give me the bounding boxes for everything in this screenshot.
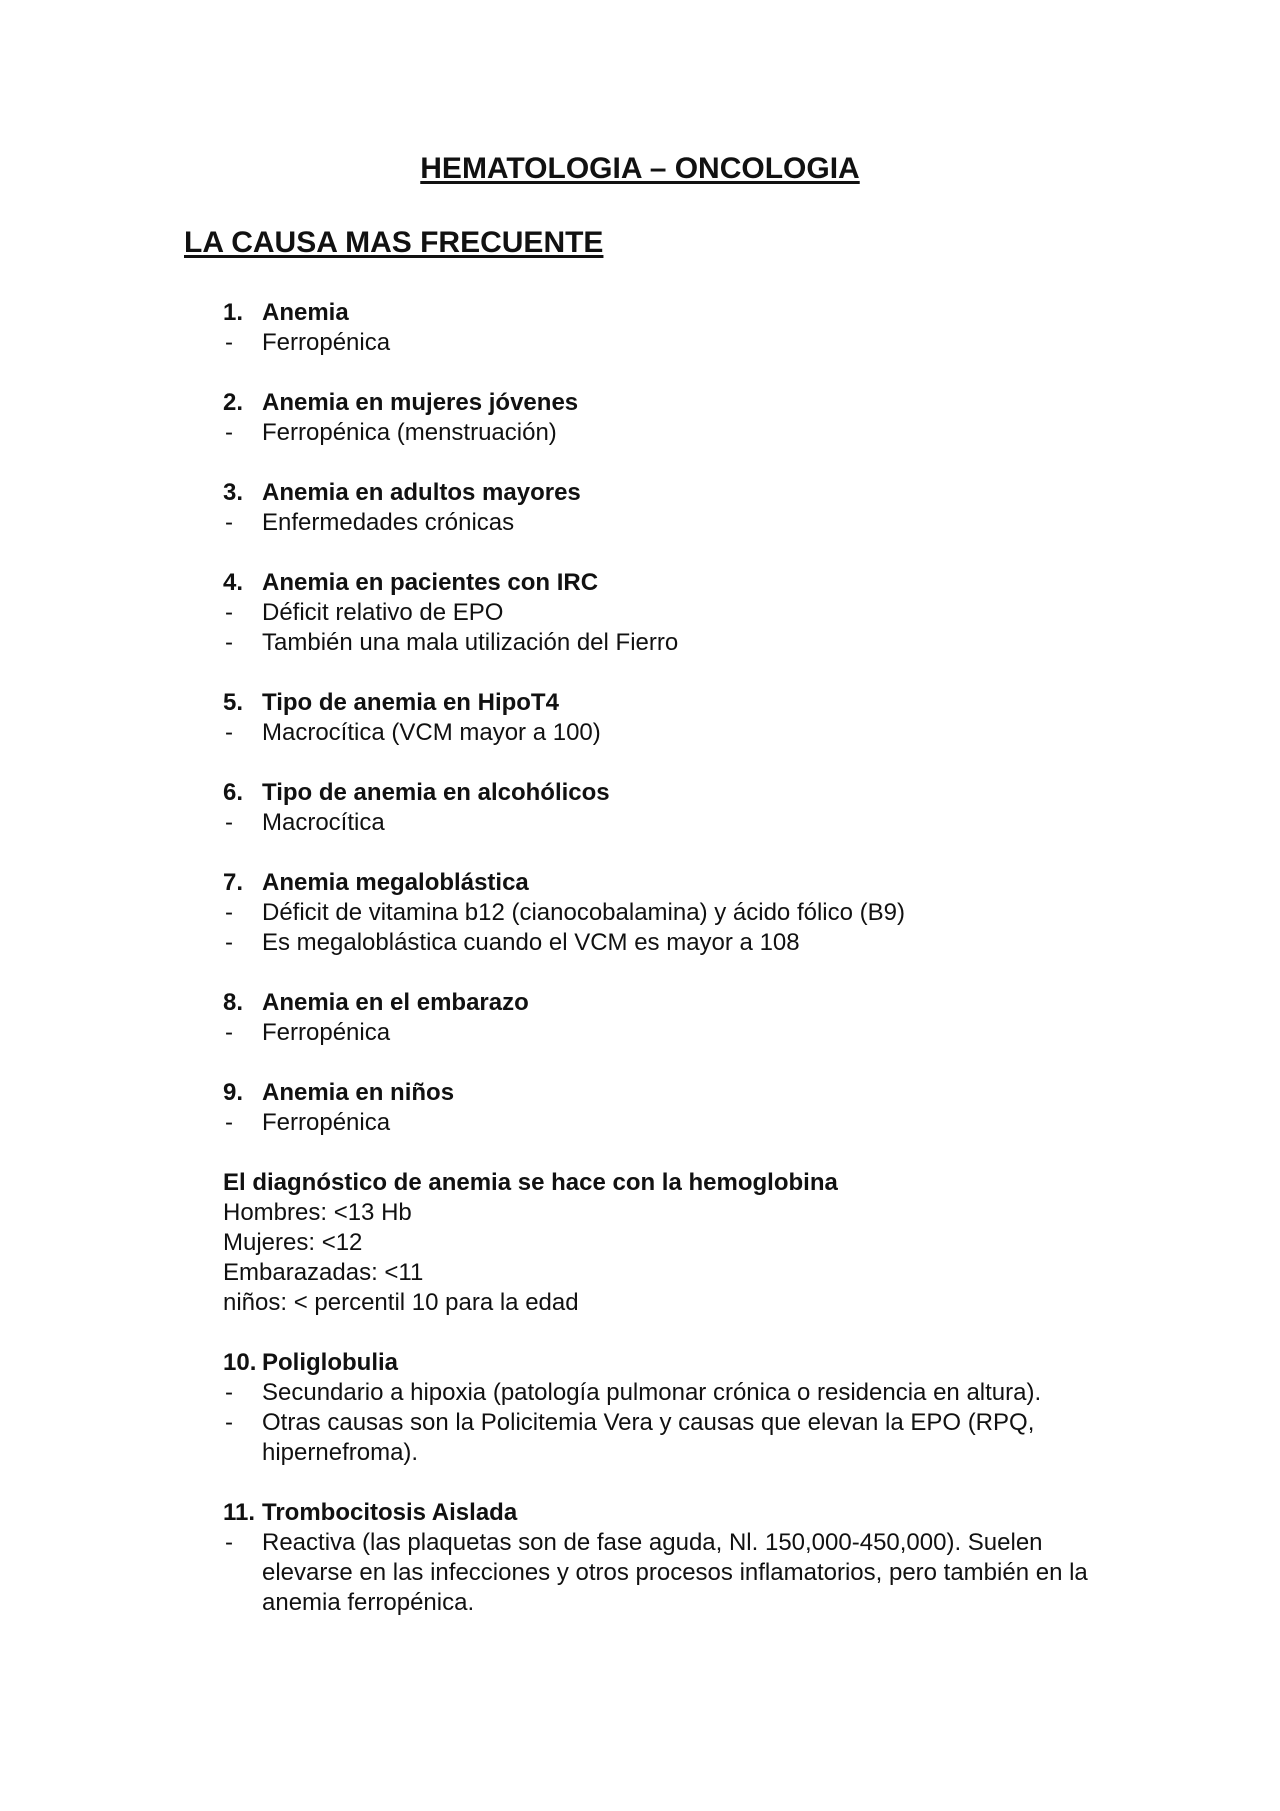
item-heading-text: Anemia en pacientes con IRC	[262, 569, 599, 596]
item-heading	[223, 298, 1103, 328]
bullet-text: También una mala utilización del Fierro	[262, 629, 679, 656]
bullet-marker: -	[225, 1379, 233, 1406]
item-number: 3.	[223, 479, 244, 506]
item-heading-text: Anemia megaloblástica	[262, 869, 529, 896]
bullet-text: Ferropénica	[262, 1109, 391, 1136]
document-title: HEMATOLOGIA – ONCOLOGIA	[420, 152, 860, 185]
bullet-text: Déficit de vitamina b12 (cianocobalamina) y ácido fólico (B9)	[262, 899, 905, 926]
item-heading	[223, 568, 1103, 598]
item-heading	[223, 688, 1103, 718]
diagnosis-line: Mujeres: <12	[223, 1229, 363, 1256]
item-heading-text: Trombocitosis Aislada	[262, 1499, 518, 1526]
item-number: 1.	[223, 299, 244, 326]
bullet-marker: -	[225, 419, 233, 446]
item-heading-text: Poliglobulia	[262, 1349, 398, 1376]
bullet-marker: -	[225, 329, 233, 356]
item-number: 8.	[223, 989, 244, 1016]
bullet-point	[223, 718, 1103, 748]
item-number: 7.	[223, 869, 244, 896]
item-number: 6.	[223, 779, 244, 806]
bullet-text: Ferropénica (menstruación)	[262, 419, 557, 446]
bullet-point	[223, 898, 1103, 928]
item-heading	[223, 478, 1103, 508]
bullet-point	[223, 928, 1103, 958]
item-number: 5.	[223, 689, 244, 716]
bullet-point	[223, 808, 1103, 838]
item-heading	[223, 388, 1103, 418]
bullet-marker: -	[225, 599, 233, 626]
list-item	[223, 298, 1103, 358]
list-item	[223, 1498, 1103, 1618]
bullet-point	[223, 1378, 1103, 1408]
bullet-point	[223, 1018, 1103, 1048]
cause-list	[223, 298, 1103, 1138]
item-number: 4.	[223, 569, 244, 596]
bullet-point	[223, 508, 1103, 538]
bullet-text: Déficit relativo de EPO	[262, 599, 504, 626]
list-item	[223, 478, 1103, 538]
bullet-marker: -	[225, 509, 233, 536]
item-heading	[223, 988, 1103, 1018]
bullet-marker: -	[225, 1109, 233, 1136]
item-number: 10.	[223, 1349, 257, 1376]
list-item	[223, 988, 1103, 1048]
item-heading-text: Anemia en el embarazo	[262, 989, 529, 1016]
diagnosis-line: niños: < percentil 10 para la edad	[223, 1289, 579, 1316]
item-heading-text: Anemia en mujeres jóvenes	[262, 389, 579, 416]
item-number: 9.	[223, 1079, 244, 1106]
item-heading	[223, 1078, 1103, 1108]
list-item	[223, 1078, 1103, 1138]
diagnosis-title: El diagnóstico de anemia se hace con la hemoglobina	[223, 1169, 838, 1196]
bullet-text: Macrocítica	[262, 809, 385, 836]
item-heading	[223, 778, 1103, 808]
bullet-marker: -	[225, 1409, 233, 1436]
bullet-text: Es megaloblástica cuando el VCM es mayor a 108	[262, 929, 800, 956]
bullet-text: Ferropénica	[262, 329, 391, 356]
bullet-point	[223, 628, 1103, 658]
bullet-point	[223, 1528, 1103, 1618]
bullet-point	[223, 1108, 1103, 1138]
diagnosis-block	[223, 1168, 1103, 1318]
bullet-text: Secundario a hipoxia (patología pulmonar crónica o residencia en altura).	[262, 1379, 1042, 1406]
bullet-marker: -	[225, 1529, 233, 1556]
item-heading-text: Tipo de anemia en alcohólicos	[262, 779, 610, 806]
diagnosis-line: Hombres: <13 Hb	[223, 1199, 412, 1226]
item-number: 11.	[223, 1499, 256, 1526]
item-heading	[223, 1348, 1103, 1378]
bullet-marker: -	[225, 899, 233, 926]
bullet-point	[223, 418, 1103, 448]
list-item	[223, 778, 1103, 838]
list-item	[223, 388, 1103, 448]
bullet-marker: -	[225, 1019, 233, 1046]
item-heading	[223, 1498, 1103, 1528]
bullet-point	[223, 328, 1103, 358]
item-heading	[223, 868, 1103, 898]
bullet-marker: -	[225, 929, 233, 956]
item-heading-text: Anemia en niños	[262, 1079, 455, 1106]
bullet-text: Otras causas son la Policitemia Vera y causas que elevan la EPO (RPQ, hipernefroma).	[262, 1409, 1035, 1466]
item-heading-text: Tipo de anemia en HipoT4	[262, 689, 559, 716]
item-number: 2.	[223, 389, 244, 416]
bullet-marker: -	[225, 809, 233, 836]
diagnosis-thresholds	[223, 1198, 1103, 1318]
bullet-text: Macrocítica (VCM mayor a 100)	[262, 719, 601, 746]
bullet-marker: -	[225, 629, 233, 656]
section-title: LA CAUSA MAS FRECUENTE	[184, 226, 604, 259]
bullet-text: Ferropénica	[262, 1019, 391, 1046]
bullet-text: Enfermedades crónicas	[262, 509, 515, 536]
list-item	[223, 868, 1103, 958]
diagnosis-line: Embarazadas: <11	[223, 1259, 424, 1286]
bullet-text: Reactiva (las plaquetas son de fase aguda, Nl. 150,000-450,000). Suelen elevarse en las infecciones y otros procesos inflamatorios, pero también en la anemia ferropénica.	[262, 1529, 1088, 1616]
bullet-marker: -	[225, 719, 233, 746]
list-item	[223, 1348, 1103, 1468]
item-heading-text: Anemia en adultos mayores	[262, 479, 581, 506]
cause-list-continued	[223, 1348, 1103, 1618]
bullet-point	[223, 1408, 1103, 1468]
document-content	[223, 298, 1103, 1648]
item-heading-text: Anemia	[262, 299, 349, 326]
list-item	[223, 568, 1103, 658]
bullet-point	[223, 598, 1103, 628]
list-item	[223, 688, 1103, 748]
